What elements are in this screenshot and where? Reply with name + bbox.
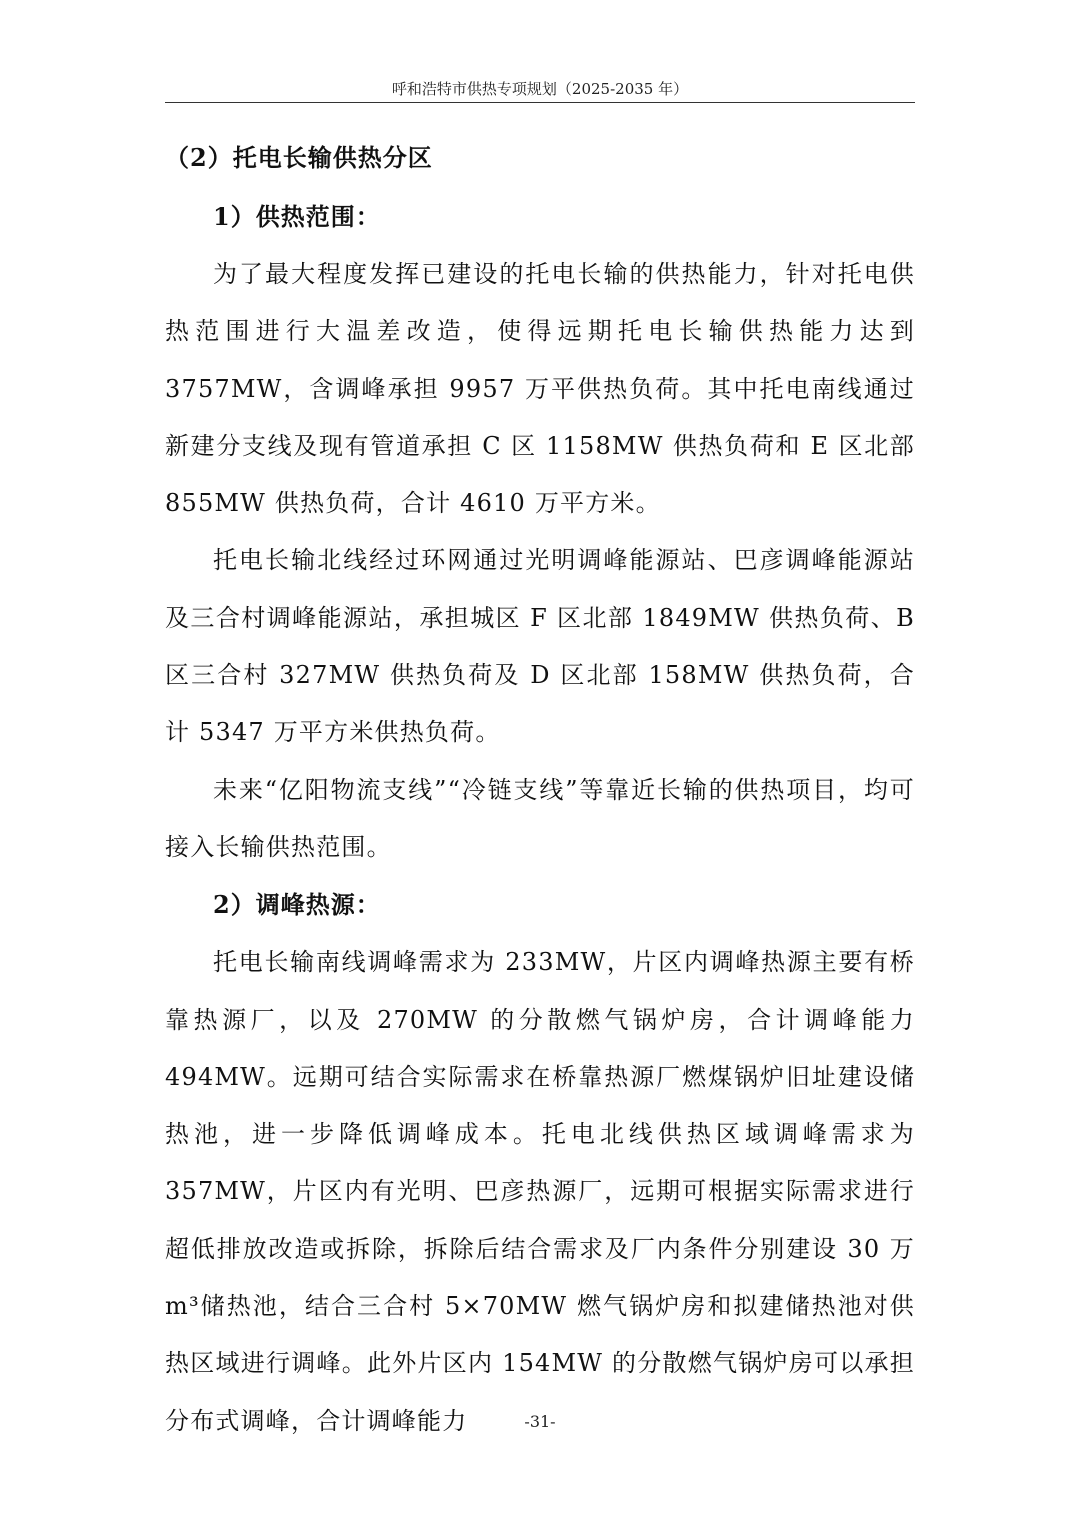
subsection-heading-heating-range: 1）供热范围： — [213, 202, 381, 231]
page-body — [165, 128, 915, 1450]
paragraph: 托电长输南线调峰需求为 233MW，片区内调峰热源主要有桥靠热源厂，以及 270MW 的分散燃气锅炉房，合计调峰能力 494MW。远期可结合实际需求在桥靠热源厂燃煤锅炉旧址建设储热池，进一步降低调峰成本。托电北线供热区域调峰需求为 357MW，片区内有光明、巴彦热源厂，远期可根据实际需求进行超低排放改造或拆除，拆除后结合需求及厂内条件分别建设 30 万 m³储热池，结合三合村 5×70MW 燃气锅炉房和拟建储热池对供热区域进行调峰。此外片区内 154MW 的分散燃气锅炉房可以承担分布式调峰，合计调峰能力 — [165, 948, 915, 1435]
subsection-heading-peak-heat-source: 2）调峰热源： — [213, 890, 381, 920]
paragraph: 托电长输北线经过环网通过光明调峰能源站、巴彦调峰能源站及三合村调峰能源站，承担城区 F 区北部 1849MW 供热负荷、B 区三合村 327MW 供热负荷及 D 区北部 158MW 供热负荷，合计 5347 万平方米供热负荷。 — [165, 546, 915, 747]
header-rule — [165, 102, 915, 103]
page-number: -31- — [524, 1412, 556, 1431]
paragraph: 未来“亿阳物流支线”“冷链支线”等靠近长输的供热项目，均可接入长输供热范围。 — [165, 775, 915, 861]
section-heading: （2）托电长输供热分区 — [165, 143, 433, 172]
paragraph: 为了最大程度发挥已建设的托电长输的供热能力，针对托电供热范围进行大温差改造，使得远期托电长输供热能力达到 3757MW，含调峰承担 9957 万平供热负荷。其中托电南线通过新建分支线及现有管道承担 C 区 1158MW 供热负荷和 E 区北部 855MW 供热负荷，合计 4610 万平方米。 — [165, 260, 915, 518]
running-header: 呼和浩特市供热专项规划（2025-2035 年） — [391, 80, 689, 98]
